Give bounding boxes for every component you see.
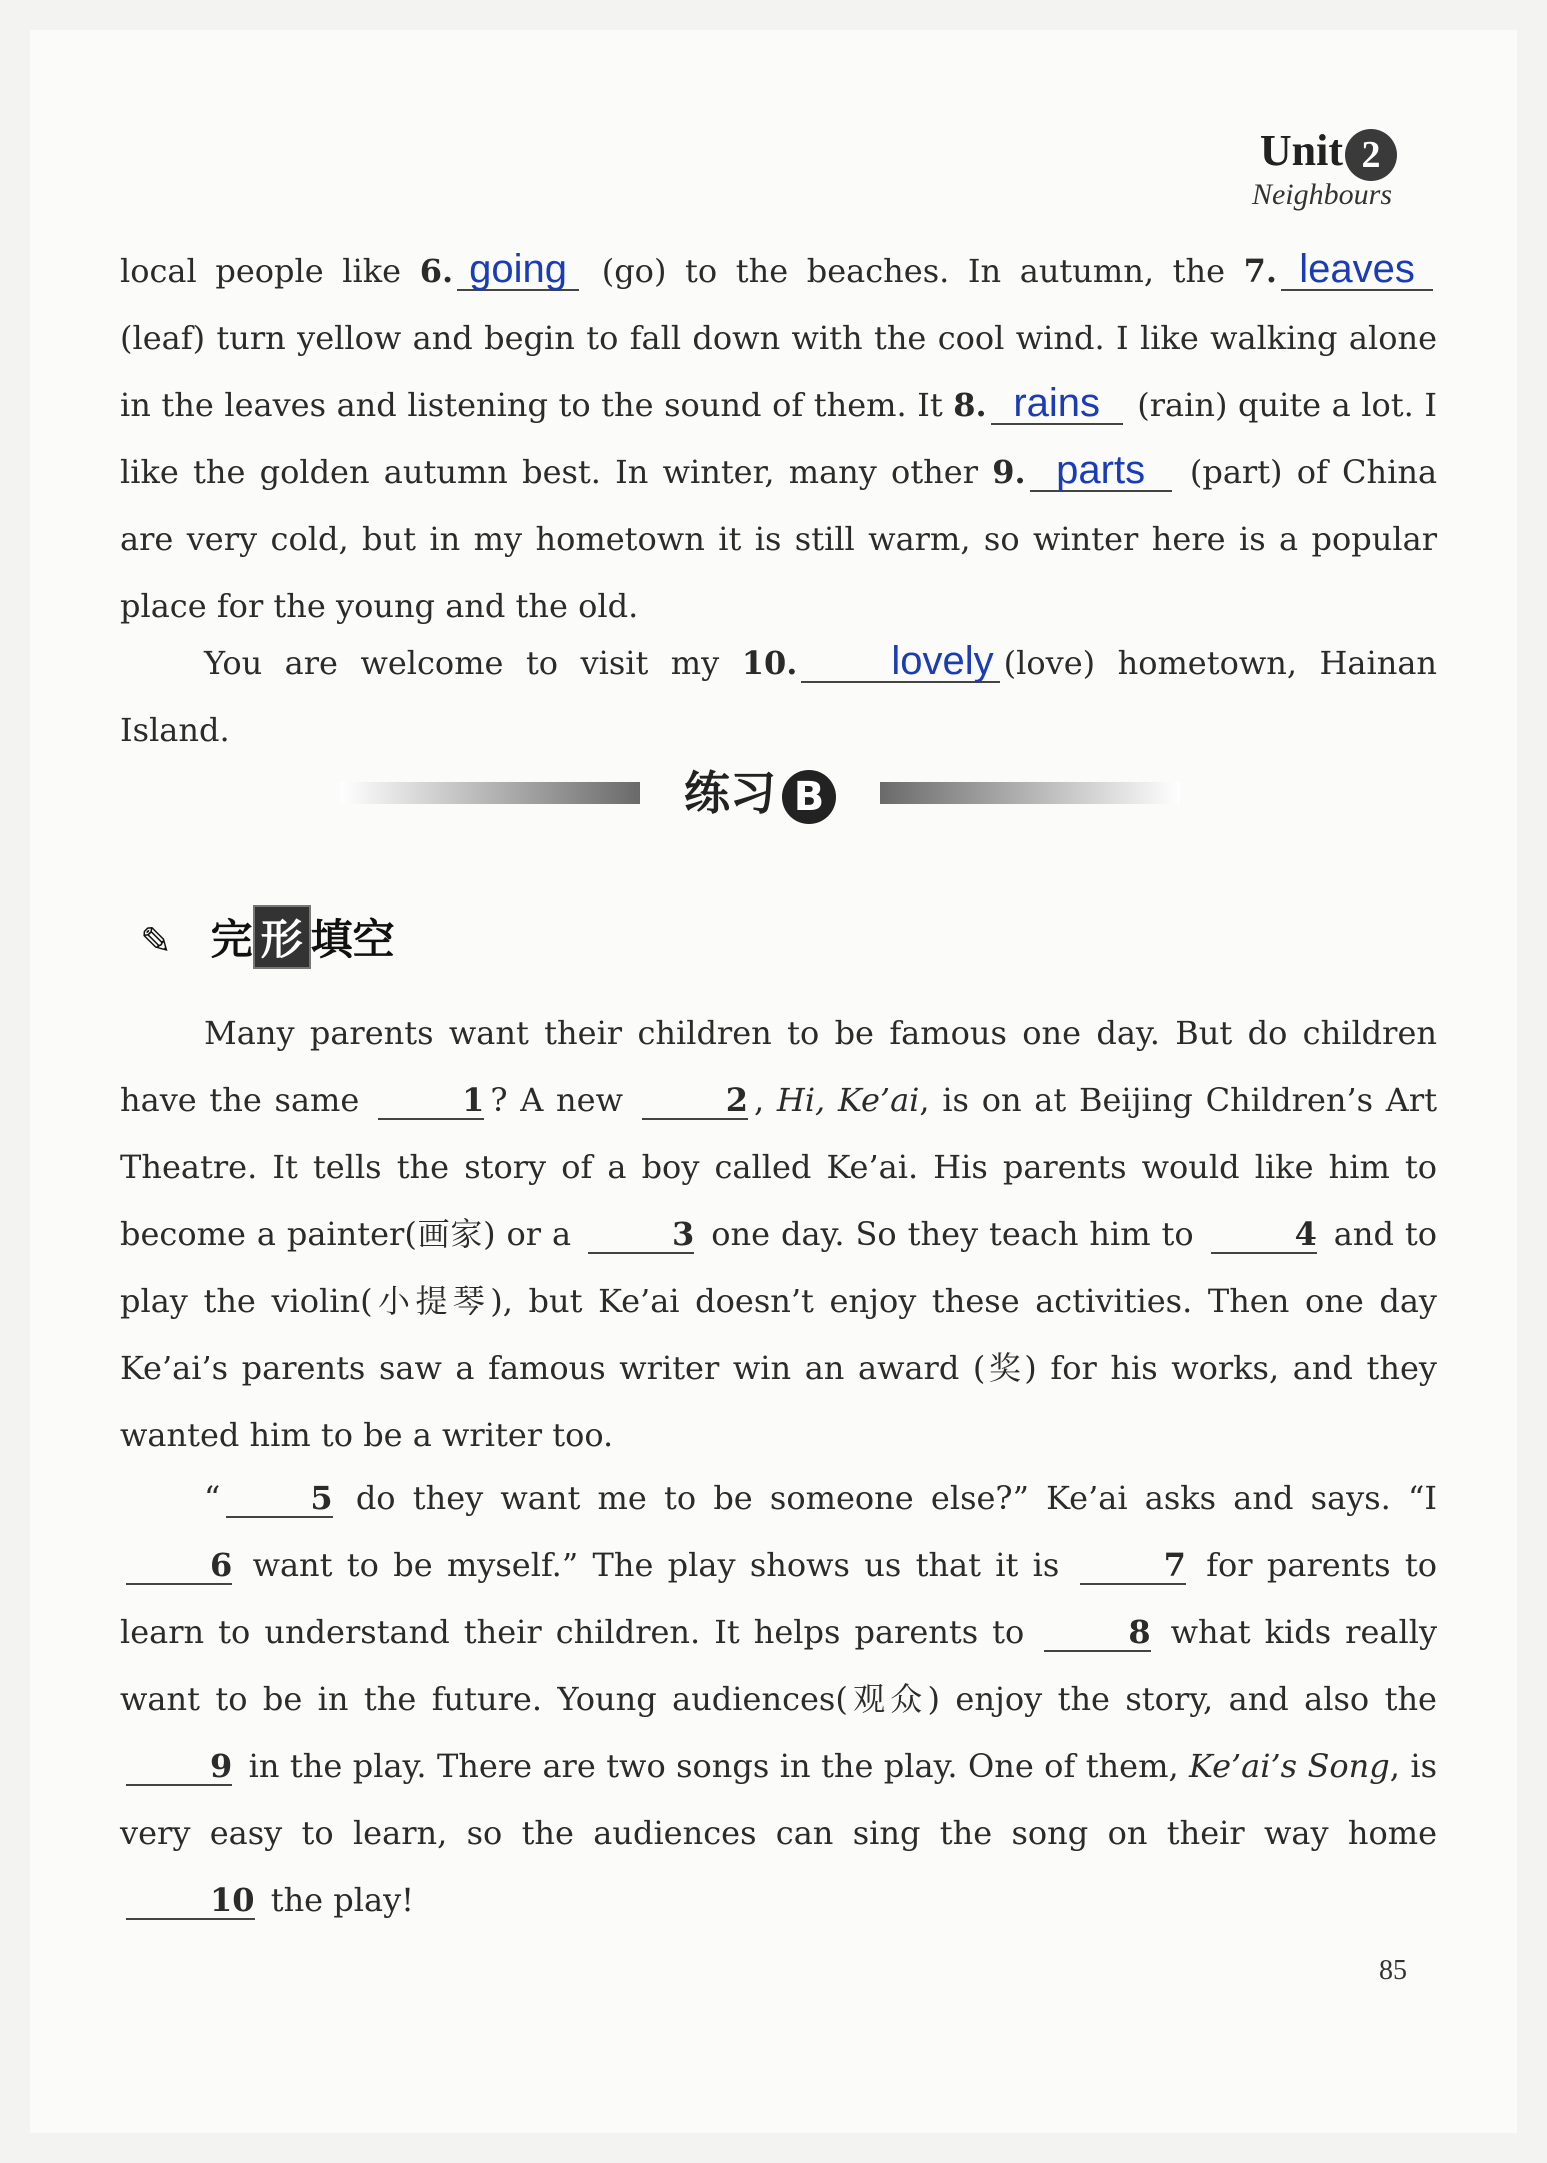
section-title — [660, 760, 860, 826]
unit-header — [1260, 125, 1397, 181]
play-title: Hi, Ke’ai — [776, 1081, 920, 1119]
song-title: Ke’ai’s Song — [1189, 1747, 1390, 1785]
text: the play! — [270, 1881, 415, 1919]
text: (go) to the beaches. In autumn, the — [601, 252, 1226, 290]
question-number: 6. — [419, 252, 454, 290]
blank-7[interactable]: 7 — [1080, 1547, 1186, 1585]
answer-10: lovely — [801, 641, 999, 683]
answer-8: rains — [991, 383, 1123, 425]
text: , is very easy to learn, so the audiences can sing the song on their way home — [120, 1747, 1437, 1852]
passage-paragraph-2 — [120, 1465, 1437, 1934]
text: and to play the violin(小提琴), but Ke’ai doesn’t enjoy these activities. Then one day Ke’ai’s parents saw a famous writer win an award (奖) for his works, and they wanted him to be a writer too. — [120, 1215, 1437, 1454]
heading-text: 填空 — [310, 915, 395, 964]
unit-subtitle: Neighbours — [1251, 178, 1392, 211]
banner-bar-right — [880, 782, 1180, 804]
scroll-icon: ✎ — [140, 919, 172, 963]
question-number: 8. — [953, 386, 987, 424]
text: local people like — [120, 252, 402, 290]
banner-bar-left — [340, 782, 640, 804]
text: You are welcome to visit my — [204, 644, 720, 682]
exercise-heading — [140, 905, 395, 969]
text: want to be myself.” The play shows us that it is — [252, 1546, 1060, 1584]
text: “ — [204, 1479, 221, 1517]
text: what kids really want to be in the future. Young audiences(观众) enjoy the story, and also the — [120, 1613, 1438, 1718]
blank-9[interactable]: 9 — [126, 1748, 232, 1786]
text: , — [754, 1081, 765, 1119]
text: (love) hometown, Hainan Island. — [120, 644, 1438, 749]
page-number: 85 — [1379, 1955, 1407, 1986]
text: Many parents want their children to be famous one day. But do children have the same — [120, 1014, 1437, 1119]
question-number: 9. — [992, 453, 1026, 491]
blank-8[interactable]: 8 — [1044, 1614, 1150, 1652]
part1-last-line — [120, 630, 1437, 764]
text: (part) of China are very cold, but in my hometown it is still warm, so winter here is a popular place for the young and the old. — [120, 453, 1438, 625]
blank-10[interactable]: 10 — [126, 1882, 255, 1920]
part1-paragraph — [120, 238, 1437, 640]
unit-label: Unit — [1259, 126, 1343, 175]
text: (leaf) turn yellow and begin to fall down with the cool wind. I like walking alone in the leaves and listening to the sound of them. It — [120, 319, 1437, 424]
text: in the play. There are two songs in the play. One of them, — [248, 1747, 1179, 1785]
text: (rain) quite a lot. I like the golden autumn best. In winter, many other — [120, 386, 1438, 491]
passage-paragraph-1 — [120, 1000, 1437, 1469]
question-number: 7. — [1243, 252, 1278, 290]
blank-3[interactable]: 3 — [588, 1216, 694, 1254]
heading-boxed-char: 形 — [253, 905, 311, 969]
blank-5[interactable]: 5 — [226, 1480, 332, 1518]
text: for parents to learn to understand their children. It helps parents to — [120, 1546, 1437, 1651]
section-letter-badge: B — [782, 770, 836, 824]
section-banner — [340, 760, 1180, 830]
unit-number-badge: 2 — [1345, 129, 1397, 181]
text: one day. So they teach him to — [711, 1215, 1194, 1253]
answer-7: leaves — [1281, 249, 1433, 291]
heading-text: 完 — [210, 915, 253, 964]
answer-9: parts — [1030, 450, 1172, 492]
text: ? A new — [490, 1081, 623, 1119]
section-title-text: 练习 — [684, 766, 776, 820]
answer-6: going — [457, 249, 579, 291]
text: do they want me to be someone else?” Ke’ai asks and says. “I — [355, 1479, 1438, 1517]
text: , is on at Beijing Children’s Art Theatre. It tells the story of a boy called Ke’ai. His parents would like him to become a painter(画家) or a — [120, 1081, 1438, 1253]
question-number: 10. — [741, 644, 798, 682]
blank-6[interactable]: 6 — [126, 1547, 232, 1585]
blank-2[interactable]: 2 — [642, 1082, 748, 1120]
blank-4[interactable]: 4 — [1211, 1216, 1317, 1254]
blank-1[interactable]: 1 — [378, 1082, 484, 1120]
